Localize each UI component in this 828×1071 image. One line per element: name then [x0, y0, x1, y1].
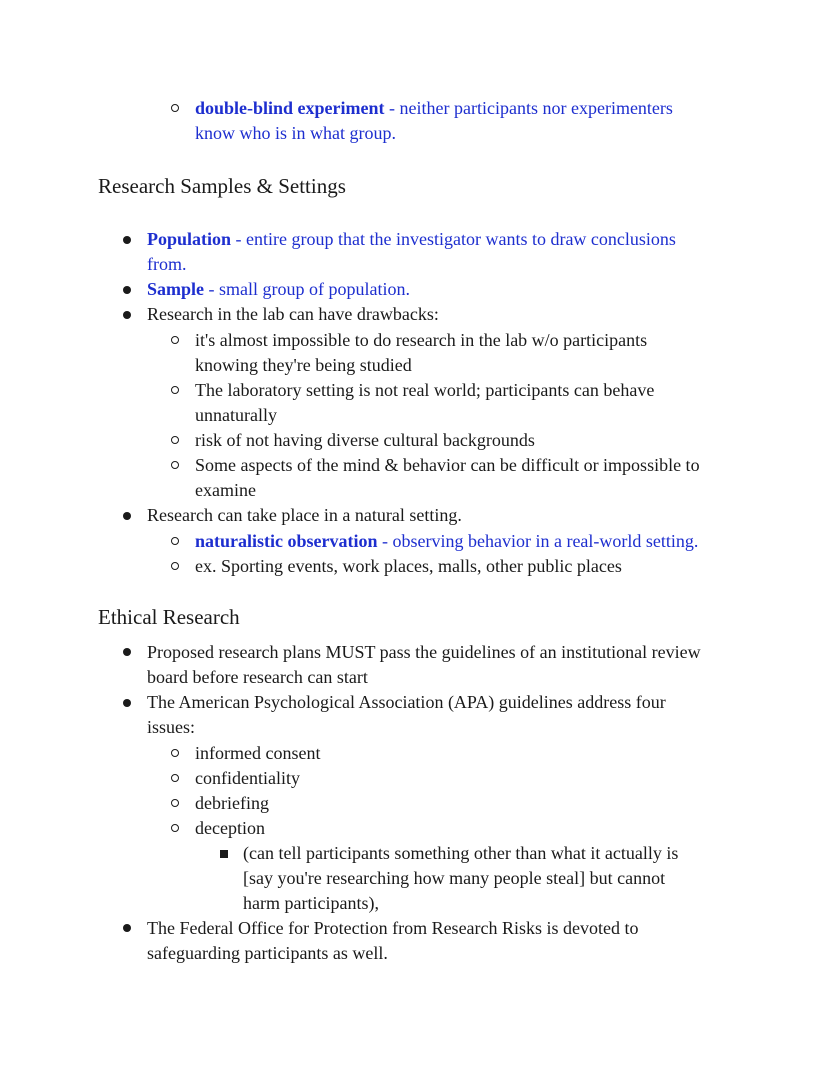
definition-population: - entire group that the investigator wants to draw conclusions	[231, 229, 676, 249]
deception-note-line-1: (can tell participants something other than what it actually is	[243, 843, 679, 863]
drawback-1-line-2: knowing they're being studied	[195, 355, 412, 375]
term-population: Population	[147, 229, 232, 249]
definition-sample: - small group of population.	[204, 279, 410, 299]
square-bullet-icon	[220, 850, 228, 858]
term-sample: Sample	[147, 279, 205, 299]
irb-line-1: Proposed research plans MUST pass the guidelines of an institutional review	[147, 642, 701, 662]
drawback-4-line-2: examine	[195, 480, 256, 500]
section-heading-samples: Research Samples & Settings	[98, 174, 346, 198]
circle-bullet-icon	[171, 386, 179, 394]
disc-bullet-icon	[123, 699, 131, 707]
drawback-2-line-1: The laboratory setting is not real world; participants can behave	[195, 380, 655, 400]
apa-line-1: The American Psychological Association (APA) guidelines address four	[147, 692, 666, 712]
term-naturalistic: naturalistic observation	[195, 531, 378, 551]
issue-deception: deception	[195, 818, 265, 838]
disc-bullet-icon	[123, 924, 131, 932]
apa-line-2: issues:	[147, 717, 196, 737]
population-line-1	[147, 227, 676, 252]
drawback-1-line-1: it's almost impossible to do research in the lab w/o participants	[195, 330, 648, 350]
issue-confidentiality: confidentiality	[195, 768, 300, 788]
double-blind-line-1	[195, 96, 673, 121]
circle-bullet-icon	[171, 461, 179, 469]
circle-bullet-icon	[171, 799, 179, 807]
circle-bullet-icon	[171, 774, 179, 782]
issue-informed-consent: informed consent	[195, 743, 321, 763]
lab-drawbacks-line: Research in the lab can have drawbacks:	[147, 304, 439, 324]
circle-bullet-icon	[171, 436, 179, 444]
sample-line	[147, 277, 410, 302]
population-line-2: from.	[147, 254, 187, 274]
section-heading-ethics: Ethical Research	[98, 605, 240, 629]
double-blind-line-2: know who is in what group.	[195, 123, 396, 143]
drawback-2-line-2: unnaturally	[195, 405, 277, 425]
drawback-4-line-1: Some aspects of the mind & behavior can be difficult or impossible to	[195, 455, 700, 475]
natural-setting-line: Research can take place in a natural setting.	[147, 505, 462, 525]
issue-debriefing: debriefing	[195, 793, 269, 813]
term-double-blind: double-blind experiment	[195, 98, 385, 118]
circle-bullet-icon	[171, 336, 179, 344]
disc-bullet-icon	[123, 236, 131, 244]
disc-bullet-icon	[123, 648, 131, 656]
circle-bullet-icon	[171, 824, 179, 832]
circle-bullet-icon	[171, 537, 179, 545]
deception-note-line-2: [say you're researching how many people steal] but cannot	[243, 868, 666, 888]
examples-line: ex. Sporting events, work places, malls, other public places	[195, 556, 622, 576]
federal-line-2: safeguarding participants as well.	[147, 943, 388, 963]
irb-line-2: board before research can start	[147, 667, 368, 687]
disc-bullet-icon	[123, 311, 131, 319]
disc-bullet-icon	[123, 512, 131, 520]
definition-naturalistic: - observing behavior in a real-world setting.	[377, 531, 699, 551]
definition-double-blind: - neither participants nor experimenters	[384, 98, 673, 118]
circle-bullet-icon	[171, 749, 179, 757]
circle-bullet-icon	[171, 104, 179, 112]
federal-line-1: The Federal Office for Protection from Research Risks is devoted to	[147, 918, 639, 938]
naturalistic-line	[195, 529, 698, 554]
disc-bullet-icon	[123, 286, 131, 294]
circle-bullet-icon	[171, 562, 179, 570]
drawback-3-line: risk of not having diverse cultural backgrounds	[195, 430, 535, 450]
deception-note-line-3: harm participants),	[243, 893, 379, 913]
